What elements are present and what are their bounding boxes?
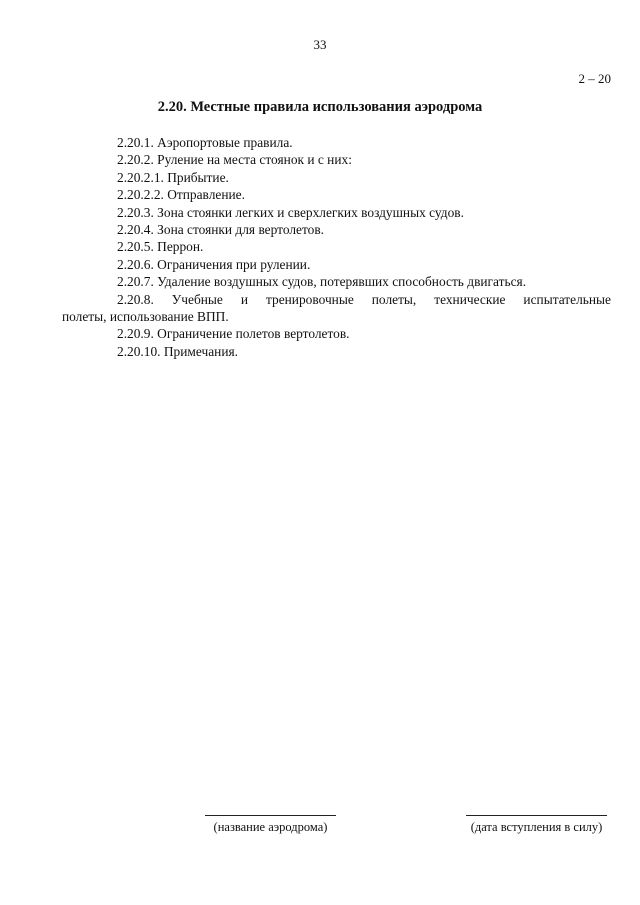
- list-item-continuation: полеты, использование ВПП.: [62, 309, 229, 325]
- list-item: 2.20.3. Зона стоянки легких и сверхлегких воздушных судов.: [117, 204, 464, 220]
- section-title: 2.20. Местные правила использования аэродрома: [157, 99, 483, 115]
- list-item: 2.20.2.2. Отправление.: [117, 187, 245, 203]
- list-item: 2.20.9. Ограничение полетов вертолетов.: [117, 326, 350, 342]
- list-item: 2.20.2. Руление на места стоянок и с них:: [117, 152, 352, 168]
- section-contents-list: [62, 134, 611, 360]
- effective-date-caption: (дата вступления в силу): [470, 820, 603, 834]
- list-item: 2.20.5. Перрон.: [117, 239, 204, 255]
- signature-line: [466, 815, 607, 816]
- page-number: 33: [313, 37, 327, 52]
- signature-line: [205, 815, 336, 816]
- list-item: 2.20.10. Примечания.: [117, 343, 238, 359]
- list-item: 2.20.6. Ограничения при рулении.: [117, 256, 311, 272]
- list-item-line: 2.20.8. Учебные и тренировочные полеты, технические испытательные: [117, 291, 611, 307]
- list-item: 2.20.4. Зона стоянки для вертолетов.: [117, 222, 325, 238]
- list-item: 2.20.1. Аэропортовые правила.: [117, 135, 293, 150]
- list-item: 2.20.2.1. Прибытие.: [117, 169, 229, 185]
- list-item-multiline: [62, 291, 611, 326]
- aerodrome-name-caption: (название аэродрома): [213, 820, 328, 834]
- section-code: 2 – 20: [578, 71, 611, 86]
- effective-date-field: [466, 815, 607, 835]
- list-item: 2.20.7. Удаление воздушных судов, потерявших способность двигаться.: [117, 274, 527, 290]
- aerodrome-name-field: [205, 815, 336, 835]
